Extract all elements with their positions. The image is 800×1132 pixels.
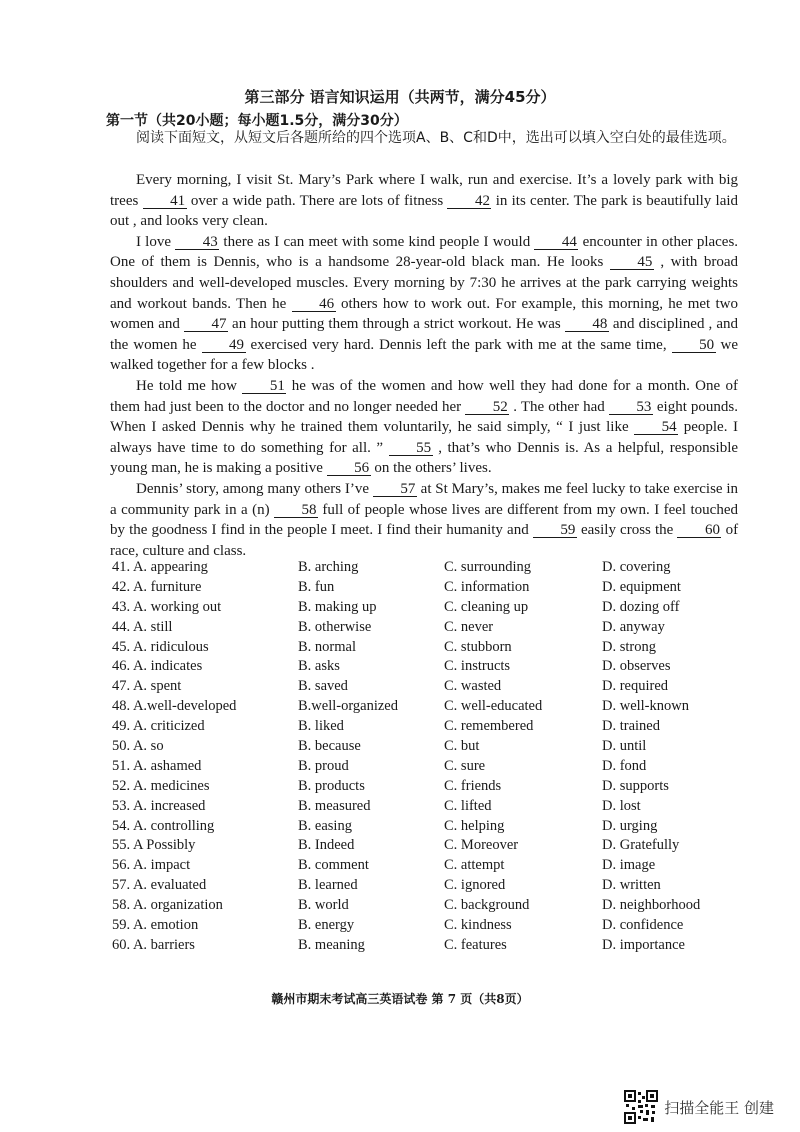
option-a-text: A. increased <box>132 797 206 814</box>
option-a-text: A Possibly <box>132 837 196 854</box>
option-d: D. trained <box>602 718 660 735</box>
option-b: B. normal <box>298 638 356 655</box>
option-a <box>112 578 298 598</box>
option-c: C. friends <box>444 777 502 794</box>
option-a-text: A. spent <box>132 678 182 695</box>
question-number: 53. <box>112 797 133 814</box>
option-a-text: A. impact <box>132 857 191 874</box>
option-d: D. Gratefully <box>602 837 680 854</box>
option-c: C. well-educated <box>444 698 543 715</box>
option-a-text: A. ridiculous <box>132 638 209 655</box>
option-d: D. equipment <box>602 578 681 595</box>
option-d: D. urging <box>602 817 658 834</box>
passage-text: in its center. The park is beautifully laid out , and looks very clean. <box>110 192 739 230</box>
option-row <box>112 777 752 797</box>
option-d: D. until <box>602 738 647 755</box>
option-row <box>112 836 752 856</box>
option-row <box>112 717 752 737</box>
option-a <box>112 737 298 757</box>
option-a-text: A. criticized <box>132 718 205 735</box>
option-row <box>112 896 752 916</box>
option-a-text: A. controlling <box>132 817 215 834</box>
option-a-text: A. evaluated <box>132 877 207 894</box>
option-row <box>112 856 752 876</box>
option-b: B. proud <box>298 757 349 774</box>
option-a <box>112 598 298 618</box>
passage-text: he was of the women and how well they had done for a month. One of them had just been to the doctor and no longer needed her <box>110 377 738 415</box>
passage-text: exercised very hard. Dennis left the park with me at the same time, <box>250 336 667 353</box>
option-a <box>112 677 298 697</box>
option-a <box>112 817 298 837</box>
option-b: B. arching <box>298 559 359 575</box>
option-d: D. neighborhood <box>602 897 701 914</box>
option-d: D. importance <box>602 936 685 953</box>
option-c: C. lifted <box>444 797 492 814</box>
blank-48: 48 <box>565 317 609 332</box>
passage-text: . The other had <box>513 398 605 415</box>
option-a <box>112 797 298 817</box>
blank-53: 53 <box>609 400 653 415</box>
blank-43: 43 <box>175 235 219 250</box>
option-d: D. fond <box>602 757 647 774</box>
scanner-watermark <box>624 1090 774 1124</box>
option-a-text: A. medicines <box>132 777 210 794</box>
option-row <box>112 578 752 598</box>
option-b: B. products <box>298 777 365 794</box>
option-d: D. strong <box>602 638 656 655</box>
question-number: 49. <box>112 718 133 735</box>
question-number: 58. <box>112 897 133 914</box>
option-c: C. cleaning up <box>444 598 529 615</box>
question-number: 56. <box>112 857 133 874</box>
question-number: 47. <box>112 678 133 695</box>
option-b: B. learned <box>298 877 358 894</box>
option-c: C. remembered <box>444 718 534 735</box>
option-d: D. lost <box>602 797 641 814</box>
option-b: B. meaning <box>298 936 365 953</box>
passage-text: He told me how <box>136 377 238 394</box>
blank-46: 46 <box>292 297 336 312</box>
question-number: 57. <box>112 877 133 894</box>
blank-45: 45 <box>610 255 654 270</box>
option-row <box>112 936 752 956</box>
option-a-text: A.well-developed <box>132 698 237 715</box>
cloze-passage <box>110 170 738 561</box>
blank-49: 49 <box>202 338 246 353</box>
option-b: B. Indeed <box>298 837 355 854</box>
option-a <box>112 836 298 856</box>
option-a <box>112 697 298 717</box>
option-row <box>112 638 752 658</box>
blank-54: 54 <box>634 420 678 435</box>
option-a <box>112 657 298 677</box>
option-row <box>112 737 752 757</box>
option-row <box>112 598 752 618</box>
option-c: C. but <box>444 738 480 755</box>
blank-44: 44 <box>534 235 578 250</box>
part-title: 第三部分 语言知识运用（共两节，满分45分） <box>244 88 556 106</box>
option-a <box>112 936 298 956</box>
qr-code-icon <box>624 1090 658 1124</box>
option-d: D. dozing off <box>602 598 680 615</box>
passage-text: full of people whose lives are different from my own. I feel touched by the goodness I find in the people I meet. I find their humanity and <box>110 501 738 539</box>
option-a-text: A. furniture <box>132 578 202 595</box>
option-c: C. kindness <box>444 917 512 934</box>
option-c: C. ignored <box>444 877 506 894</box>
option-d: D. written <box>602 877 661 894</box>
option-b: B. fun <box>298 578 335 595</box>
passage-paragraph-2 <box>110 232 738 376</box>
passage-text: at St Mary’s, makes me feel lucky to take exercise in a community park in a (n) <box>110 480 739 518</box>
passage-text: , with broad shoulders and well-developed muscles. Every morning by 7:30 he arrives at the park carrying weights and workout bands. Then he <box>110 254 739 312</box>
passage-text: people. I always have time to do something for all. ” <box>110 419 738 456</box>
blank-50: 50 <box>672 338 716 353</box>
watermark-text: 扫描全能王 创建 <box>664 1098 774 1117</box>
passage-paragraph-1 <box>110 170 738 232</box>
option-c: C. attempt <box>444 857 505 874</box>
option-d: D. observes <box>602 658 671 675</box>
passage-text: there as I can meet with some kind people I would <box>223 233 531 250</box>
question-number: 50. <box>112 738 133 755</box>
blank-41: 41 <box>143 194 187 209</box>
option-c: C. helping <box>444 817 505 834</box>
option-c: C. wasted <box>444 678 502 695</box>
option-a-text: A. so <box>132 738 164 755</box>
option-b: B.well-organized <box>298 698 398 715</box>
blank-59: 59 <box>533 523 577 538</box>
option-b: B. easing <box>298 817 352 834</box>
option-a-text: A. indicates <box>132 658 203 675</box>
section-title: 第一节（共20小题；每小题1.5分，满分30分） <box>106 113 408 129</box>
option-d: D. required <box>602 678 669 695</box>
passage-text: I love <box>136 233 172 250</box>
instructions: 阅读下面短文，从短文后各题所给的四个选项A、B、C和D中，选出可以填入空白处的最佳选项。 <box>136 130 736 146</box>
option-b: B. saved <box>298 678 348 695</box>
passage-text: we walked together for a few blocks . <box>110 336 739 374</box>
option-a-text: A. still <box>132 618 173 635</box>
option-d: D. confidence <box>602 917 684 934</box>
option-c: C. Moreover <box>444 837 519 854</box>
option-b: B. otherwise <box>298 618 372 635</box>
option-a-text: A. emotion <box>132 917 199 934</box>
passage-text: and disciplined , and the women he <box>110 316 738 353</box>
blank-47: 47 <box>184 317 228 332</box>
question-number: 52. <box>112 777 133 794</box>
option-d: D. anyway <box>602 618 665 635</box>
page-footer: 赣州市期末考试高三英语试卷 第 7 页（共8页） <box>271 992 529 1006</box>
blank-57: 57 <box>373 482 417 497</box>
passage-text: others how to work out. For example, this morning, he met two women and <box>110 295 739 333</box>
blank-51: 51 <box>242 379 286 394</box>
question-number: 41. <box>112 559 133 575</box>
option-c: C. features <box>444 936 507 953</box>
answer-options <box>112 558 752 956</box>
passage-text: over a wide path. There are lots of fitness <box>190 192 444 209</box>
question-number: 54. <box>112 817 133 834</box>
option-a-text: A. barriers <box>132 936 195 953</box>
option-c: C. information <box>444 578 530 595</box>
option-a <box>112 717 298 737</box>
question-number: 46. <box>112 658 133 675</box>
passage-text: Dennis’ story, among many others I’ve <box>136 480 370 497</box>
option-row <box>112 797 752 817</box>
option-row <box>112 757 752 777</box>
option-d: D. covering <box>602 559 671 575</box>
option-a <box>112 856 298 876</box>
question-number: 60. <box>112 936 133 953</box>
option-c: C. background <box>444 897 530 914</box>
passage-text: encounter in other places. One of them is Dennis, who is a handsome 28-year-old black man. He looks <box>110 233 739 271</box>
option-a-text: A. working out <box>132 598 222 615</box>
option-b: B. world <box>298 897 349 914</box>
option-a-text: A. organization <box>132 897 223 914</box>
option-b: B. measured <box>298 797 371 814</box>
option-b: B. because <box>298 738 361 755</box>
question-number: 48. <box>112 698 133 715</box>
option-a <box>112 757 298 777</box>
option-b: B. liked <box>298 718 344 735</box>
option-c: C. surrounding <box>444 559 531 575</box>
question-number: 43. <box>112 598 133 615</box>
option-a <box>112 638 298 658</box>
option-b: B. comment <box>298 857 369 874</box>
option-a <box>112 876 298 896</box>
question-number: 51. <box>112 757 133 774</box>
passage-text: easily cross the <box>580 522 674 539</box>
option-a <box>112 896 298 916</box>
option-c: C. stubborn <box>444 638 512 655</box>
option-a-text: A. ashamed <box>132 757 202 774</box>
option-d: D. image <box>602 857 656 874</box>
passage-text: an hour putting them through a strict workout. He was <box>232 316 561 333</box>
option-row <box>112 677 752 697</box>
blank-52: 52 <box>465 400 509 415</box>
question-number: 55. <box>112 837 133 854</box>
option-row <box>112 657 752 677</box>
option-a <box>112 618 298 638</box>
option-c: C. sure <box>444 757 486 774</box>
option-b: B. asks <box>298 658 340 675</box>
passage-text: , that’s who Dennis is. As a helpful, responsible young man, he is making a positive <box>110 439 739 477</box>
passage-text: of race, culture and class. <box>110 522 739 559</box>
question-number: 45. <box>112 638 133 655</box>
passage-paragraph-4 <box>110 479 738 561</box>
option-a <box>112 558 298 578</box>
passage-paragraph-3 <box>110 376 738 479</box>
option-d: D. well-known <box>602 698 689 715</box>
option-row <box>112 558 752 578</box>
option-b: B. making up <box>298 598 377 615</box>
option-a <box>112 777 298 797</box>
blank-60: 60 <box>677 523 721 538</box>
blank-56: 56 <box>327 461 371 476</box>
option-a <box>112 916 298 936</box>
question-number: 42. <box>112 578 133 595</box>
passage-text: Every morning, I visit St. Mary’s Park where I walk, run and exercise. It’s a lovely park with big trees <box>110 172 738 209</box>
option-c: C. never <box>444 618 494 635</box>
option-row <box>112 697 752 717</box>
option-d: D. supports <box>602 777 669 794</box>
passage-text: on the others’ lives. <box>374 460 492 477</box>
option-row <box>112 876 752 896</box>
option-b: B. energy <box>298 917 355 934</box>
option-row <box>112 618 752 638</box>
blank-58: 58 <box>274 503 318 518</box>
blank-55: 55 <box>389 441 433 456</box>
passage-text: eight pounds. When I asked Dennis why he trained them voluntarily, he said simply, “ I just like <box>110 398 739 436</box>
option-c: C. instructs <box>444 658 511 675</box>
option-row <box>112 817 752 837</box>
option-row <box>112 916 752 936</box>
blank-42: 42 <box>447 194 491 209</box>
question-number: 59. <box>112 917 133 934</box>
option-a-text: A. appearing <box>132 559 208 575</box>
question-number: 44. <box>112 618 133 635</box>
